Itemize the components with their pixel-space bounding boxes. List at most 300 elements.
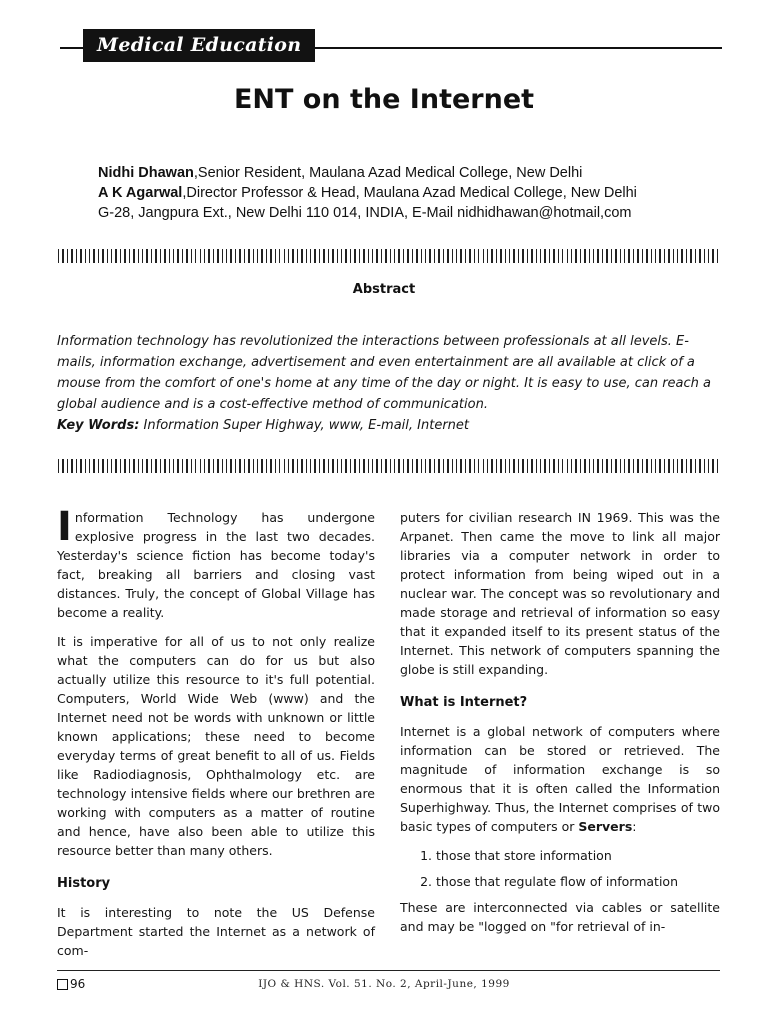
tick-mark <box>279 459 280 473</box>
tick-mark <box>62 249 63 263</box>
tick-mark <box>155 249 156 263</box>
tick-mark <box>182 249 183 263</box>
tick-mark <box>368 459 369 473</box>
tick-mark <box>505 249 506 263</box>
tick-mark <box>235 249 236 263</box>
tick-mark <box>522 459 523 473</box>
author-name: Nidhi Dhawan <box>98 165 194 181</box>
tick-mark <box>266 249 267 263</box>
paragraph-punct: : <box>632 819 637 834</box>
tick-mark <box>368 249 369 263</box>
tick-mark <box>580 249 581 263</box>
tick-mark <box>133 249 134 263</box>
tick-mark <box>275 249 276 263</box>
tick-mark <box>677 249 678 263</box>
tick-mark <box>98 459 99 473</box>
tick-mark <box>575 249 576 263</box>
tick-mark <box>597 249 598 263</box>
tick-mark <box>195 249 196 263</box>
tick-mark <box>597 459 598 473</box>
section-label: Medical Education <box>83 29 315 62</box>
tick-mark <box>513 249 514 263</box>
tick-mark <box>443 249 444 263</box>
tick-mark <box>111 249 112 263</box>
tick-mark <box>275 459 276 473</box>
tick-mark <box>509 249 510 263</box>
paragraph-text: Internet is a global network of computers where information can be stored or retrieved. The magnitude of information exchange is so enormous that it is often called the Information Superhighway. Thus, the Internet comprises of two basic types of computers or <box>400 724 720 834</box>
server-types-list <box>400 846 720 891</box>
tick-mark <box>345 249 346 263</box>
tick-mark <box>85 459 86 473</box>
decorative-tick-rule <box>58 249 720 263</box>
tick-mark <box>376 459 377 473</box>
tick-mark <box>571 249 572 263</box>
page-number-text: 96 <box>70 977 86 991</box>
tick-mark <box>120 459 121 473</box>
tick-mark <box>527 249 528 263</box>
tick-mark <box>208 249 209 263</box>
tick-mark <box>213 459 214 473</box>
tick-mark <box>323 249 324 263</box>
tick-mark <box>359 459 360 473</box>
tick-mark <box>483 459 484 473</box>
tick-mark <box>142 249 143 263</box>
author-name: A K Agarwal <box>98 185 183 201</box>
tick-mark <box>173 459 174 473</box>
list-item: 2. those that regulate flow of information <box>436 872 720 891</box>
tick-mark <box>337 249 338 263</box>
tick-mark <box>257 249 258 263</box>
tick-mark <box>421 249 422 263</box>
tick-mark <box>642 249 643 263</box>
tick-mark <box>500 459 501 473</box>
intro-paragraph <box>57 504 375 622</box>
tick-mark <box>67 249 68 263</box>
article-title: ENT on the Internet <box>233 84 535 115</box>
tick-mark <box>416 459 417 473</box>
tick-mark <box>204 249 205 263</box>
tick-mark <box>593 249 594 263</box>
tick-mark <box>146 459 147 473</box>
tick-mark <box>704 459 705 473</box>
tick-mark <box>350 459 351 473</box>
tick-mark <box>363 249 364 263</box>
tick-mark <box>350 249 351 263</box>
tick-mark <box>615 459 616 473</box>
tick-mark <box>115 459 116 473</box>
tick-mark <box>230 249 231 263</box>
tick-mark <box>558 249 559 263</box>
tick-mark <box>354 249 355 263</box>
tick-mark <box>270 249 271 263</box>
tick-mark <box>606 249 607 263</box>
tick-mark <box>381 249 382 263</box>
body-paragraph: It is interesting to note the US Defense Department started the Internet as a network of com- <box>57 905 375 958</box>
tick-mark <box>314 249 315 263</box>
tick-mark <box>372 249 373 263</box>
tick-mark <box>651 459 652 473</box>
tick-mark <box>686 459 687 473</box>
tick-mark <box>668 249 669 263</box>
tick-mark <box>217 249 218 263</box>
tick-mark <box>345 459 346 473</box>
tick-mark <box>328 459 329 473</box>
tick-mark <box>562 249 563 263</box>
tick-mark <box>155 459 156 473</box>
tick-mark <box>655 249 656 263</box>
tick-mark <box>138 459 139 473</box>
tick-mark <box>589 459 590 473</box>
keywords-label: Key Words: <box>57 418 140 433</box>
tick-mark <box>164 459 165 473</box>
tick-mark <box>447 459 448 473</box>
tick-mark <box>673 249 674 263</box>
tick-mark <box>288 459 289 473</box>
tick-mark <box>465 459 466 473</box>
body-paragraph: These are interconnected via cables or satellite and may be "logged on "for retrieval of in- <box>400 900 720 934</box>
left-column <box>57 504 375 970</box>
tick-mark <box>633 249 634 263</box>
tick-mark <box>553 249 554 263</box>
tick-mark <box>76 249 77 263</box>
tick-mark <box>531 459 532 473</box>
tick-mark <box>124 459 125 473</box>
tick-mark <box>412 249 413 263</box>
tick-mark <box>138 249 139 263</box>
keywords-text: Information Super Highway, www, E-mail, Internet <box>143 418 470 433</box>
tick-mark <box>478 459 479 473</box>
section-header <box>60 27 722 63</box>
tick-mark <box>531 249 532 263</box>
tick-mark <box>284 459 285 473</box>
tick-mark <box>606 459 607 473</box>
tick-mark <box>292 249 293 263</box>
tick-mark <box>80 459 81 473</box>
tick-mark <box>646 249 647 263</box>
tick-mark <box>491 459 492 473</box>
tick-mark <box>76 459 77 473</box>
tick-mark <box>354 459 355 473</box>
tick-mark <box>584 249 585 263</box>
tick-mark <box>381 459 382 473</box>
tick-mark <box>611 249 612 263</box>
tick-mark <box>474 459 475 473</box>
tick-mark <box>239 249 240 263</box>
tick-mark <box>182 459 183 473</box>
tick-mark <box>177 459 178 473</box>
tick-mark <box>438 459 439 473</box>
tick-mark <box>615 249 616 263</box>
tick-mark <box>58 249 59 263</box>
tick-mark <box>102 459 103 473</box>
tick-mark <box>562 459 563 473</box>
tick-mark <box>359 249 360 263</box>
tick-mark <box>208 459 209 473</box>
tick-mark <box>407 459 408 473</box>
tick-mark <box>107 459 108 473</box>
tick-mark <box>567 249 568 263</box>
tick-mark <box>655 459 656 473</box>
tick-mark <box>226 249 227 263</box>
tick-mark <box>624 459 625 473</box>
tick-mark <box>620 249 621 263</box>
tick-mark <box>690 249 691 263</box>
tick-mark <box>244 249 245 263</box>
tick-mark <box>195 459 196 473</box>
tick-mark <box>452 459 453 473</box>
tick-mark <box>385 249 386 263</box>
tick-mark <box>310 459 311 473</box>
tick-mark <box>337 459 338 473</box>
tick-mark <box>469 459 470 473</box>
tick-mark <box>403 249 404 263</box>
tick-mark <box>474 249 475 263</box>
tick-mark <box>288 249 289 263</box>
tick-mark <box>704 249 705 263</box>
tick-mark <box>540 249 541 263</box>
footer-rule <box>57 970 720 971</box>
tick-mark <box>160 459 161 473</box>
tick-mark <box>456 459 457 473</box>
tick-mark <box>642 459 643 473</box>
tick-mark <box>279 249 280 263</box>
tick-mark <box>589 249 590 263</box>
tick-mark <box>191 249 192 263</box>
tick-mark <box>580 459 581 473</box>
tick-mark <box>394 459 395 473</box>
tick-mark <box>429 249 430 263</box>
tick-mark <box>527 459 528 473</box>
tick-mark <box>71 459 72 473</box>
tick-mark <box>637 459 638 473</box>
tick-mark <box>306 459 307 473</box>
tick-mark <box>292 459 293 473</box>
author-address: G-28, Jangpura Ext., New Delhi 110 014, INDIA, E-Mail nidhidhawan@hotmail,com <box>98 205 632 221</box>
tick-mark <box>553 459 554 473</box>
tick-mark <box>505 459 506 473</box>
tick-mark <box>319 249 320 263</box>
tick-mark <box>151 459 152 473</box>
tick-mark <box>438 249 439 263</box>
decorative-tick-rule <box>58 459 720 473</box>
tick-mark <box>235 459 236 473</box>
abstract-body <box>57 331 725 436</box>
tick-mark <box>301 459 302 473</box>
tick-mark <box>491 249 492 263</box>
tick-mark <box>253 459 254 473</box>
tick-mark <box>89 249 90 263</box>
tick-mark <box>544 459 545 473</box>
tick-mark <box>341 249 342 263</box>
tick-mark <box>522 249 523 263</box>
tick-mark <box>261 459 262 473</box>
tick-mark <box>536 249 537 263</box>
tick-mark <box>664 459 665 473</box>
tick-mark <box>297 249 298 263</box>
keywords-line <box>57 415 725 436</box>
body-paragraph: It is imperative for all of us to not only realize what the computers can do for us but also actually utilize this resource to it's full potential. Computers, World Wide Web (www) and the Internet need not be words with unknown or little known applications; these need to become everyday terms of great benefit to all of us. Fields like Radiodiagnosis, Ophthalmology etc. are technology intensive fields where our brethren are working with computers as a matter of routine and hence, have also been able to utilize this resource better than many others. <box>57 634 375 858</box>
tick-mark <box>712 249 713 263</box>
author-affiliation: ,Director Professor & Head, Maulana Azad Medical College, New Delhi <box>182 185 637 201</box>
tick-mark <box>146 249 147 263</box>
tick-mark <box>248 249 249 263</box>
tick-mark <box>222 459 223 473</box>
tick-mark <box>222 249 223 263</box>
tick-mark <box>668 459 669 473</box>
tick-mark <box>496 459 497 473</box>
tick-mark <box>628 249 629 263</box>
tick-mark <box>575 459 576 473</box>
drop-cap: I <box>57 504 72 550</box>
tick-mark <box>469 249 470 263</box>
tick-mark <box>518 249 519 263</box>
tick-mark <box>297 459 298 473</box>
tick-mark <box>429 459 430 473</box>
tick-mark <box>169 249 170 263</box>
tick-mark <box>659 249 660 263</box>
tick-mark <box>169 459 170 473</box>
tick-mark <box>624 249 625 263</box>
tick-mark <box>261 249 262 263</box>
right-column <box>400 508 720 946</box>
tick-mark <box>584 459 585 473</box>
tick-mark <box>58 459 59 473</box>
body-paragraph: puters for civilian research IN 1969. This was the Arpanet. Then came the move to link all major libraries via a computer network in order to protect information from being wiped out in a nuclear war. The concept was so revolutionary and made storage and retrieval of information so easy that it expanded itself to its present status of the Internet. This network of computers spanning the globe is still expanding. <box>400 510 720 677</box>
tick-mark <box>98 249 99 263</box>
tick-mark <box>372 459 373 473</box>
tick-mark <box>398 249 399 263</box>
tick-mark <box>558 459 559 473</box>
tick-mark <box>633 459 634 473</box>
tick-mark <box>164 249 165 263</box>
tick-mark <box>690 459 691 473</box>
tick-mark <box>306 249 307 263</box>
tick-mark <box>664 249 665 263</box>
tick-mark <box>363 459 364 473</box>
author-block <box>98 163 637 223</box>
tick-mark <box>385 459 386 473</box>
tick-mark <box>213 249 214 263</box>
tick-mark <box>677 459 678 473</box>
tick-mark <box>686 249 687 263</box>
tick-mark <box>540 459 541 473</box>
tick-mark <box>487 459 488 473</box>
author-line-2 <box>98 183 637 203</box>
tick-mark <box>239 459 240 473</box>
tick-mark <box>217 459 218 473</box>
tick-mark <box>71 249 72 263</box>
tick-mark <box>120 249 121 263</box>
tick-mark <box>200 249 201 263</box>
tick-mark <box>403 459 404 473</box>
journal-citation: IJO & HNS. Vol. 51. No. 2, April-June, 1999 <box>258 978 510 990</box>
tick-mark <box>717 249 718 263</box>
tick-mark <box>509 459 510 473</box>
tick-mark <box>80 249 81 263</box>
tick-mark <box>513 459 514 473</box>
tick-mark <box>93 249 94 263</box>
tick-mark <box>111 459 112 473</box>
tick-mark <box>447 249 448 263</box>
tick-mark <box>142 459 143 473</box>
tick-mark <box>407 249 408 263</box>
tick-mark <box>253 249 254 263</box>
tick-mark <box>673 459 674 473</box>
tick-mark <box>549 249 550 263</box>
tick-mark <box>500 249 501 263</box>
tick-mark <box>434 459 435 473</box>
tick-mark <box>571 459 572 473</box>
tick-mark <box>200 459 201 473</box>
tick-mark <box>85 249 86 263</box>
author-line-1 <box>98 163 637 183</box>
tick-mark <box>518 459 519 473</box>
tick-mark <box>186 249 187 263</box>
tick-mark <box>646 459 647 473</box>
tick-mark <box>421 459 422 473</box>
tick-mark <box>67 459 68 473</box>
tick-mark <box>487 249 488 263</box>
tick-mark <box>651 249 652 263</box>
tick-mark <box>328 249 329 263</box>
tick-mark <box>628 459 629 473</box>
tick-mark <box>659 459 660 473</box>
tick-mark <box>133 459 134 473</box>
tick-mark <box>390 249 391 263</box>
tick-mark <box>244 459 245 473</box>
list-item: 1. those that store information <box>436 846 720 865</box>
intro-text: nformation Technology has undergone explosive progress in the last two decades. Yesterday's science fiction has become today's fact, breaking all barriers and closing vast distances. Truly, the concept of Global Village has become a reality. <box>57 510 375 620</box>
tick-mark <box>460 249 461 263</box>
tick-mark <box>544 249 545 263</box>
tick-mark <box>620 459 621 473</box>
tick-mark <box>129 459 130 473</box>
tick-mark <box>394 249 395 263</box>
tick-mark <box>536 459 537 473</box>
tick-mark <box>332 249 333 263</box>
tick-mark <box>443 459 444 473</box>
tick-mark <box>496 249 497 263</box>
tick-mark <box>129 249 130 263</box>
tick-mark <box>151 249 152 263</box>
tick-mark <box>699 249 700 263</box>
tick-mark <box>416 249 417 263</box>
tick-mark <box>62 459 63 473</box>
tick-mark <box>478 249 479 263</box>
tick-mark <box>549 459 550 473</box>
author-affiliation: ,Senior Resident, Maulana Azad Medical College, New Delhi <box>193 165 583 181</box>
tick-mark <box>452 249 453 263</box>
tick-mark <box>310 249 311 263</box>
tick-mark <box>434 249 435 263</box>
servers-term: Servers <box>578 819 633 834</box>
tick-mark <box>284 249 285 263</box>
tick-mark <box>567 459 568 473</box>
tick-mark <box>456 249 457 263</box>
tick-mark <box>124 249 125 263</box>
abstract-text: Information technology has revolutionized the interactions between professionals at all levels. E-mails, information exchange, advertisement and even entertainment are all available at click of a mouse from the comfort of one's home at any time of the day or night. It is easy to use, can reach a global audience and is a cost-effective method of communication. <box>57 334 712 412</box>
abstract-heading: Abstract <box>352 282 416 297</box>
tick-mark <box>191 459 192 473</box>
tick-mark <box>460 459 461 473</box>
body-paragraph <box>400 722 720 836</box>
tick-mark <box>115 249 116 263</box>
tick-mark <box>93 459 94 473</box>
tick-mark <box>425 459 426 473</box>
tick-mark <box>332 459 333 473</box>
tick-mark <box>230 459 231 473</box>
tick-mark <box>186 459 187 473</box>
